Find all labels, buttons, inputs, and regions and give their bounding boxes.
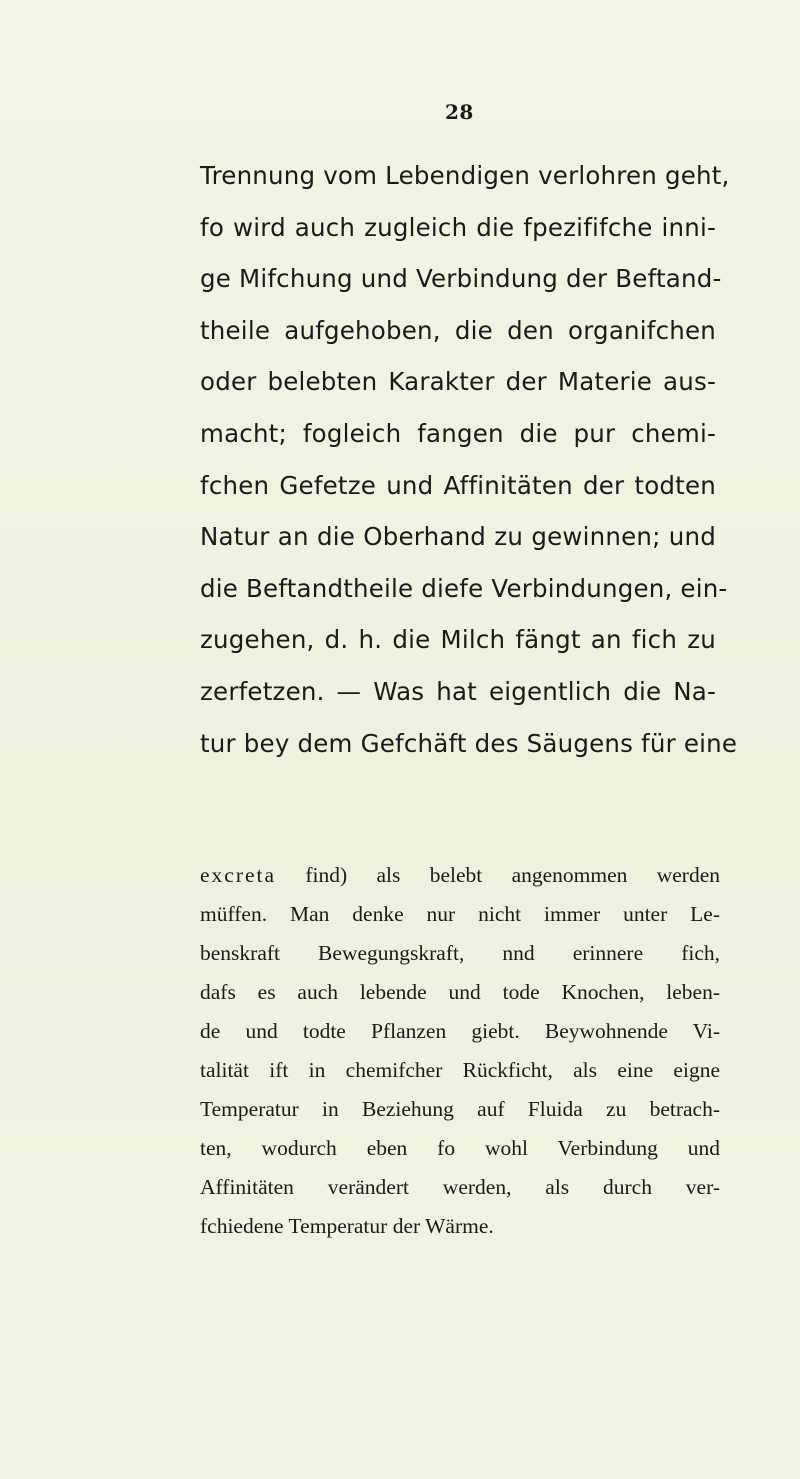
text-line: Trennung vom Lebendigen verlohren geht, <box>200 161 730 190</box>
footnote-line: müffen. Man denke nur nicht immer unter Le- <box>200 902 720 926</box>
footnote-line: de und todte Pflanzen giebt. Beywohnende Vi- <box>200 1019 720 1043</box>
text-line: oder belebten Karakter der Materie aus- <box>200 367 716 397</box>
text-line: tur bey dem Gefchäft des Säugens für eine <box>200 728 738 758</box>
footnote-line <box>200 856 720 895</box>
text-line: fchen Gefetze und Affinitäten der todten <box>200 470 716 500</box>
page-number: 28 <box>445 100 474 124</box>
text-line: zugehen, d. h. die Milch fängt an fich zu <box>200 625 716 655</box>
footnote-line: fchiedene Temperatur der Wärme. <box>200 1214 494 1238</box>
text-line: Natur an die Oberhand zu gewinnen; und <box>200 522 716 552</box>
footnote-block <box>200 856 720 1246</box>
text-line: ge Mifchung und Verbindung der Beftand- <box>200 264 722 294</box>
footnote-line: talität ift in chemifcher Rückficht, als eine eigne <box>200 1058 720 1082</box>
text-line: fo wird auch zugleich die fpezififche inni- <box>200 212 716 242</box>
footnote-line: Affinitäten verändert werden, als durch ver- <box>200 1175 720 1199</box>
text-line: zerfetzen. — Was hat eigentlich die Na- <box>200 676 716 706</box>
footnote-line: ten, wodurch eben fo wohl Verbindung und <box>200 1136 720 1160</box>
footnote-line: Temperatur in Beziehung auf Fluida zu betrach- <box>200 1097 720 1121</box>
footnote-line: benskraft Bewegungskraft, nnd erinnere fich, <box>200 941 720 965</box>
text-line: theile aufgehoben, die den organifchen <box>200 315 716 345</box>
footnote-lead-word: excreta <box>200 863 277 887</box>
footnote-line: dafs es auch lebende und tode Knochen, leben- <box>200 980 720 1004</box>
text-line: macht; fogleich fangen die pur chemi- <box>200 418 716 448</box>
footnote-line-rest: find) als belebt angenommen werden <box>276 863 720 887</box>
text-line: die Beftandtheile diefe Verbindungen, ein- <box>200 573 728 603</box>
main-text-block <box>200 150 738 769</box>
